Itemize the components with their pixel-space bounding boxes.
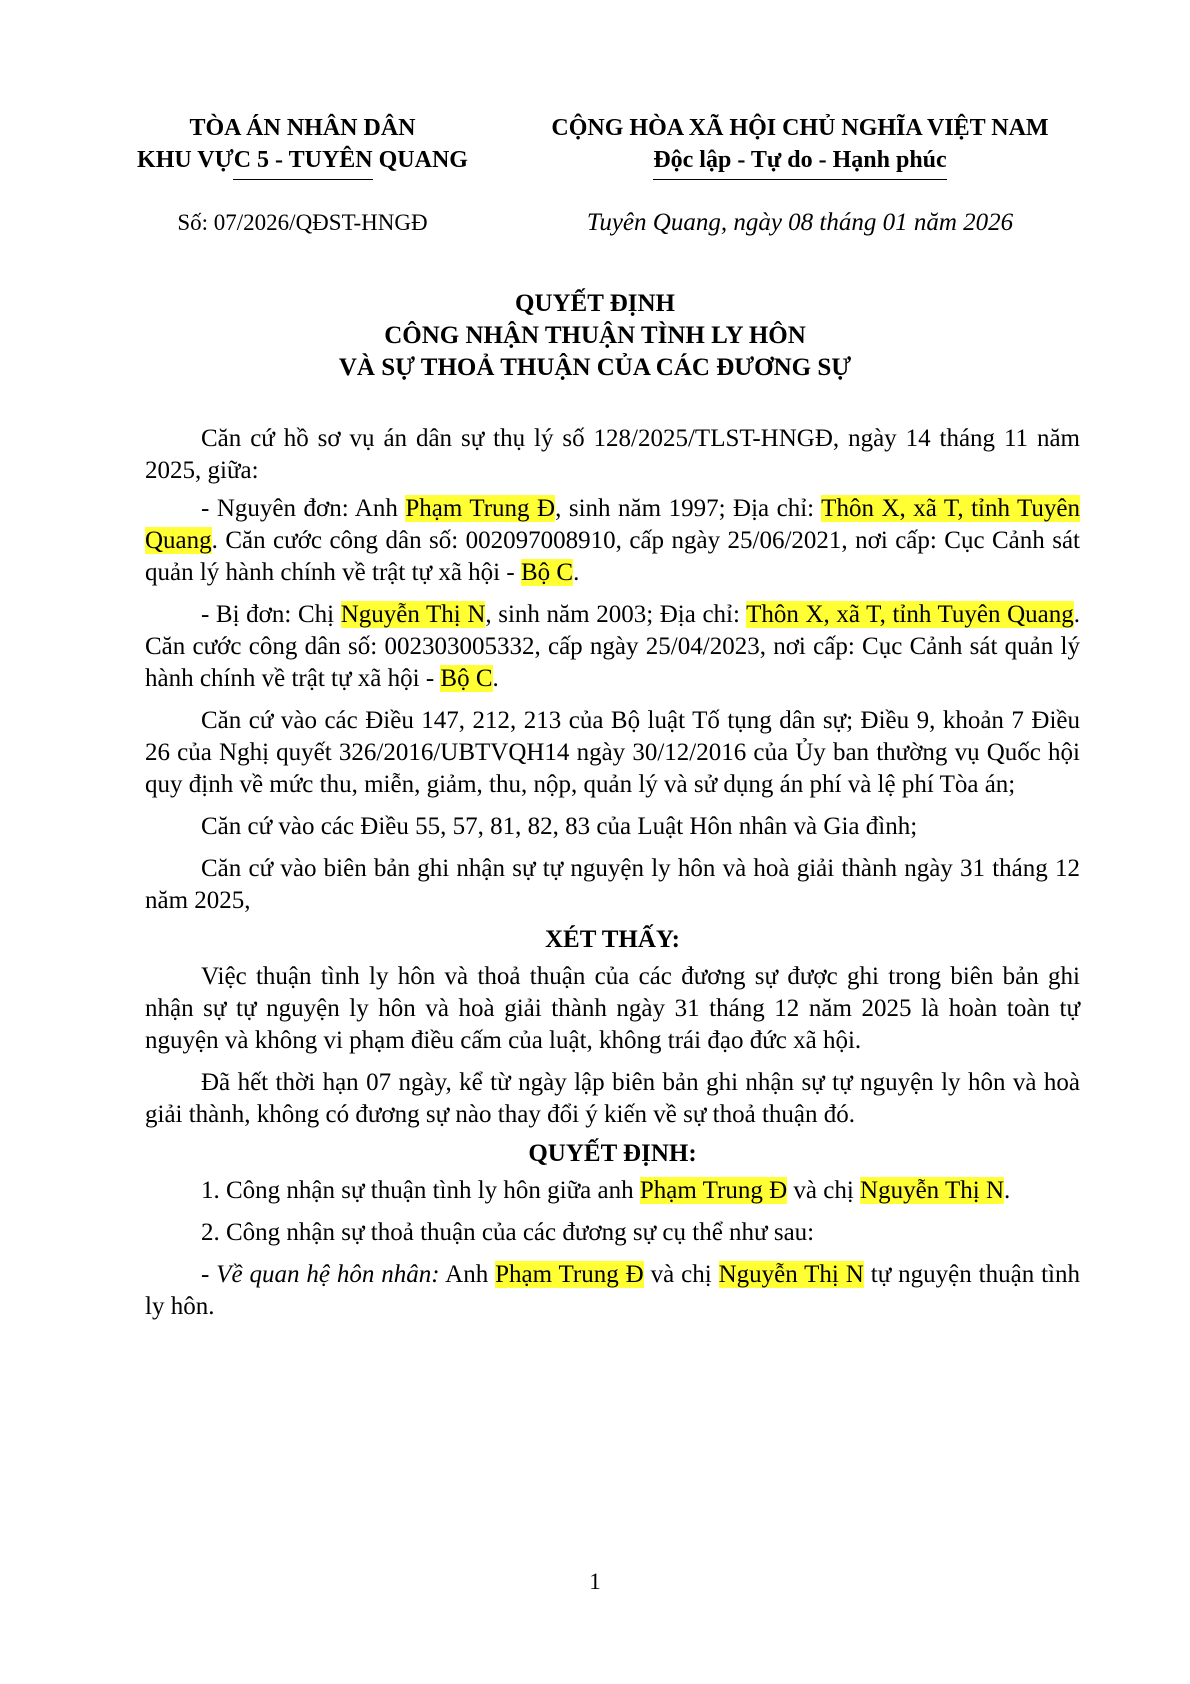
defendant-paragraph: - Bị đơn: Chị Nguyễn Thị N, sinh năm 2003; Địa chỉ: Thôn X, xã T, tỉnh Tuyên Quang. Căn cước công dân số: 002303005332, cấp ngày 25/04/2023, nơi cấp: Cục Cảnh sát quản lý hành chính về trật tự xã hội - Bộ C. — [145, 601, 1080, 692]
place-and-date: Tuyên Quang, ngày 08 tháng 01 năm 2026 — [586, 209, 1014, 236]
court-header — [115, 112, 490, 180]
decision-item-marriage: - Về quan hệ hôn nhân: Anh Phạm Trung Đ và chị Nguyễn Thị N tự nguyện thuận tình ly hôn. — [145, 1261, 1080, 1320]
plaintiff-issuer: Bộ C — [520, 559, 574, 586]
document-body — [145, 423, 1080, 1333]
husband-name-2: Phạm Trung Đ — [495, 1261, 644, 1288]
decision-item-2: 2. Công nhận sự thoả thuận của các đương sự cụ thể như sau: — [201, 1219, 815, 1246]
findings-heading: XÉT THẤY: — [544, 926, 680, 953]
decision-item-1: 1. Công nhận sự thuận tình ly hôn giữa anh Phạm Trung Đ và chị Nguyễn Thị N. — [201, 1177, 1011, 1204]
page-number: 1 — [589, 1569, 601, 1594]
document-title — [140, 288, 1050, 384]
findings-paragraph-1: Việc thuận tình ly hôn và thoả thuận của các đương sự được ghi trong biên bản ghi nhận sự tự nguyện ly hôn và hoà giải thành ngày 31 tháng 12 năm 2025 là hoàn toàn tự nguyện và không vi phạm điều cấm của luật, không trái đạo đức xã hội. — [145, 963, 1080, 1054]
national-header — [515, 112, 1085, 180]
plaintiff-name: Phạm Trung Đ — [405, 495, 556, 522]
title-line-1: QUYẾT ĐỊNH — [515, 290, 675, 317]
marriage-law-paragraph: Căn cứ vào các Điều 55, 57, 81, 82, 83 của Luật Hôn nhân và Gia đình; — [201, 813, 918, 840]
court-district: KHU VỰC 5 - TUYÊN QUANG — [137, 147, 468, 173]
wife-name: Nguyễn Thị N — [860, 1177, 1005, 1204]
national-motto: Độc lập - Tự do - Hạnh phúc — [653, 144, 946, 180]
findings-paragraph-2: Đã hết thời hạn 07 ngày, kể từ ngày lập biên bản ghi nhận sự tự nguyện ly hôn và hoà giải thành, không có đương sự nào thay đổi ý kiến về sự thoả thuận đó. — [145, 1069, 1080, 1128]
title-line-3: VÀ SỰ THOẢ THUẬN CỦA CÁC ĐƯƠNG SỰ — [338, 354, 852, 381]
nation-name: CỘNG HÒA XÃ HỘI CHỦ NGHĨA VIỆT NAM — [551, 115, 1049, 141]
wife-name-2: Nguyễn Thị N — [718, 1261, 864, 1288]
plaintiff-address: Thôn X, xã T, tỉnh Tuyên Quang — [145, 495, 1080, 554]
court-name: TÒA ÁN NHÂN DÂN — [189, 115, 416, 141]
defendant-name: Nguyễn Thị N — [340, 601, 486, 628]
plaintiff-paragraph: - Nguyên đơn: Anh Phạm Trung Đ, sinh năm 1997; Địa chỉ: Thôn X, xã T, tỉnh Tuyên Quang. Căn cước công dân số: 002097008910, cấp ngày 25/06/2021, nơi cấp: Cục Cảnh sát quản lý hành chính về trật tự xã hội - Bộ C. — [145, 495, 1080, 586]
court-underline — [233, 179, 373, 180]
decision-heading: QUYẾT ĐỊNH: — [528, 1140, 697, 1167]
defendant-address: Thôn X, xã T, tỉnh Tuyên Quang — [746, 601, 1074, 628]
legal-basis-paragraph: Căn cứ vào các Điều 147, 212, 213 của Bộ luật Tố tụng dân sự; Điều 9, khoản 7 Điều 26 của Nghị quyết 326/2016/UBTVQH14 ngày 30/12/2016 của Ủy ban thường vụ Quốc hội quy định về mức thu, miễn, giảm, thu, nộp, quản lý và sử dụng án phí và lệ phí Tòa án; — [145, 707, 1080, 798]
husband-name: Phạm Trung Đ — [639, 1177, 788, 1204]
record-basis-paragraph: Căn cứ vào biên bản ghi nhận sự tự nguyện ly hôn và hoà giải thành ngày 31 tháng 12 năm 2025, — [145, 855, 1080, 914]
marriage-label: - Về quan hệ hôn nhân: — [201, 1261, 440, 1288]
title-line-2: CÔNG NHẬN THUẬN TÌNH LY HÔN — [384, 322, 806, 349]
case-basis-paragraph: Căn cứ hồ sơ vụ án dân sự thụ lý số 128/2025/TLST-HNGĐ, ngày 14 tháng 11 năm 2025, giữa: — [145, 425, 1080, 484]
document-number: Số: 07/2026/QĐST-HNGĐ — [177, 210, 428, 235]
defendant-issuer: Bộ C — [440, 665, 493, 692]
